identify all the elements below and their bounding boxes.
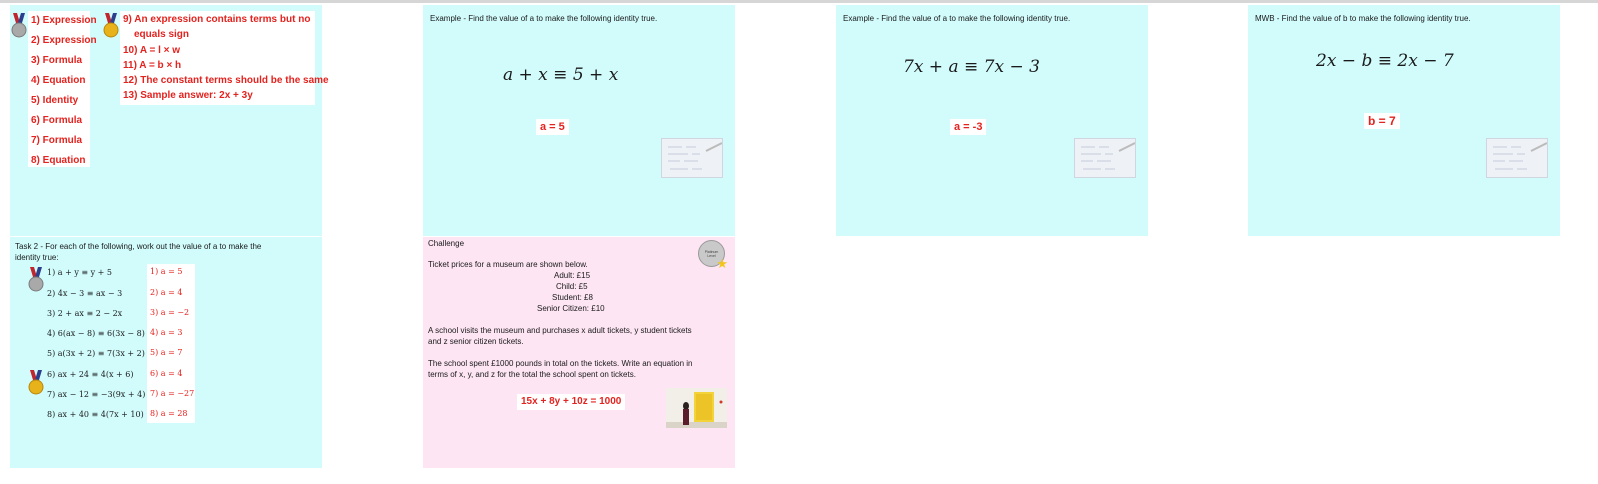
task-question: 8) ax + 40 ≡ 4(7x + 10) [47,410,144,419]
answer-item: 2) Expression [31,35,97,46]
task-question: 1) a + y ≡ y + 5 [47,268,113,277]
answer-item: 6) Formula [31,115,83,126]
answer-item: 7) Formula [31,135,83,146]
worked-example-thumbnail[interactable] [661,138,723,178]
identity-equation: 2x − b ≡ 2x − 7 [1316,51,1454,71]
answer-item: 11) A = b × h [123,59,182,71]
challenge-answer: 15x + 8y + 10z = 1000 [517,394,625,410]
answers-list-right [120,11,329,105]
slide-example-2[interactable] [836,5,1148,236]
slide-heading: MWB - Find the value of b to make the following identity true. [1255,14,1471,23]
slide-challenge[interactable] [423,237,735,468]
challenge-title: Challenge [428,239,465,248]
task-answer: 2) a = 4 [148,288,194,297]
gold-medal-icon [103,13,119,39]
price-adult: Adult: £15 [554,271,591,280]
slide-answers[interactable] [10,5,329,236]
answer-item: equals sign [134,29,190,41]
price-student: Student: £8 [552,293,593,302]
price-child: Child: £5 [556,282,588,291]
task-question: 7) ax − 12 ≡ −3(9x + 4) [47,390,146,399]
answer-item: 12) The constant terms should be the same [123,75,329,87]
star-icon: ★ [716,256,728,271]
price-senior: Senior Citizen: £10 [537,304,605,313]
silver-medal-icon [28,267,44,293]
task-question: 4) 6(ax − 8) ≡ 6(3x − 8) [47,329,145,338]
answer-item: 8) Equation [31,155,86,166]
task-question: 6) ax + 24 ≡ 4(x + 6) [47,370,134,379]
slide-mwb[interactable] [1248,5,1560,236]
answer-box: a = -3 [950,119,986,135]
answer-item: 4) Equation [31,75,86,86]
task-answer: 6) a = 4 [148,369,194,378]
answer-item: 9) An expression contains terms but no [123,14,311,25]
slide-example-1[interactable] [423,5,735,236]
silver-medal-icon [11,13,27,39]
answer-item: 1) Expression [31,15,97,26]
answer-box: a = 5 [536,119,569,135]
window-top-bar [0,0,1598,3]
worked-example-thumbnail[interactable] [1486,138,1548,178]
challenge-paragraph-2-cont: terms of x, y, and z for the total the school spent on tickets. [428,370,636,379]
answer-item: 5) Identity [31,95,79,106]
task-answer: 4) a = 3 [148,328,194,337]
answer-box: b = 7 [1364,113,1400,129]
task-answer: 8) a = 28 [148,409,194,418]
task-question: 2) 4x − 3 ≡ ax − 3 [47,289,123,298]
platinum-badge-icon [698,240,728,271]
answer-item: 3) Formula [31,55,83,66]
task-heading-cont: identity true: [15,253,59,262]
challenge-paragraph-2: The school spent £1000 pounds in total on the tickets. Write an equation in [428,359,693,368]
identity-equation: a + x ≡ 5 + x [503,65,619,85]
answer-item: 10) A = l × w [123,44,181,56]
museum-photo [666,388,727,428]
task-answer: 3) a = −2 [148,308,194,317]
task-heading: Task 2 - For each of the following, work out the value of a to make the [15,242,262,251]
identity-equation: 7x + a ≡ 7x − 3 [903,57,1040,77]
task-answer: 1) a = 5 [148,267,194,276]
badge-label: Platinum Level [704,250,719,258]
answer-item: 13) Sample answer: 2x + 3y [123,90,253,102]
challenge-paragraph-1: A school visits the museum and purchases x adult tickets, y student tickets [428,326,692,335]
challenge-paragraph-1-cont: and z senior citizen tickets. [428,337,524,346]
challenge-intro: Ticket prices for a museum are shown below. [428,260,588,269]
task-answer: 7) a = −27 [150,389,195,398]
slide-heading: Example - Find the value of a to make the following identity true. [843,14,1071,23]
slide-task-2[interactable] [10,237,322,468]
gold-medal-icon [28,370,44,396]
task-answer: 5) a = 7 [148,348,194,357]
worked-example-thumbnail[interactable] [1074,138,1136,178]
task-question: 5) a(3x + 2) ≡ 7(3x + 2) [47,349,145,358]
task-question: 3) 2 + ax ≡ 2 − 2x [47,309,123,318]
answers-list-left [28,11,97,167]
slide-heading: Example - Find the value of a to make the following identity true. [430,14,658,23]
